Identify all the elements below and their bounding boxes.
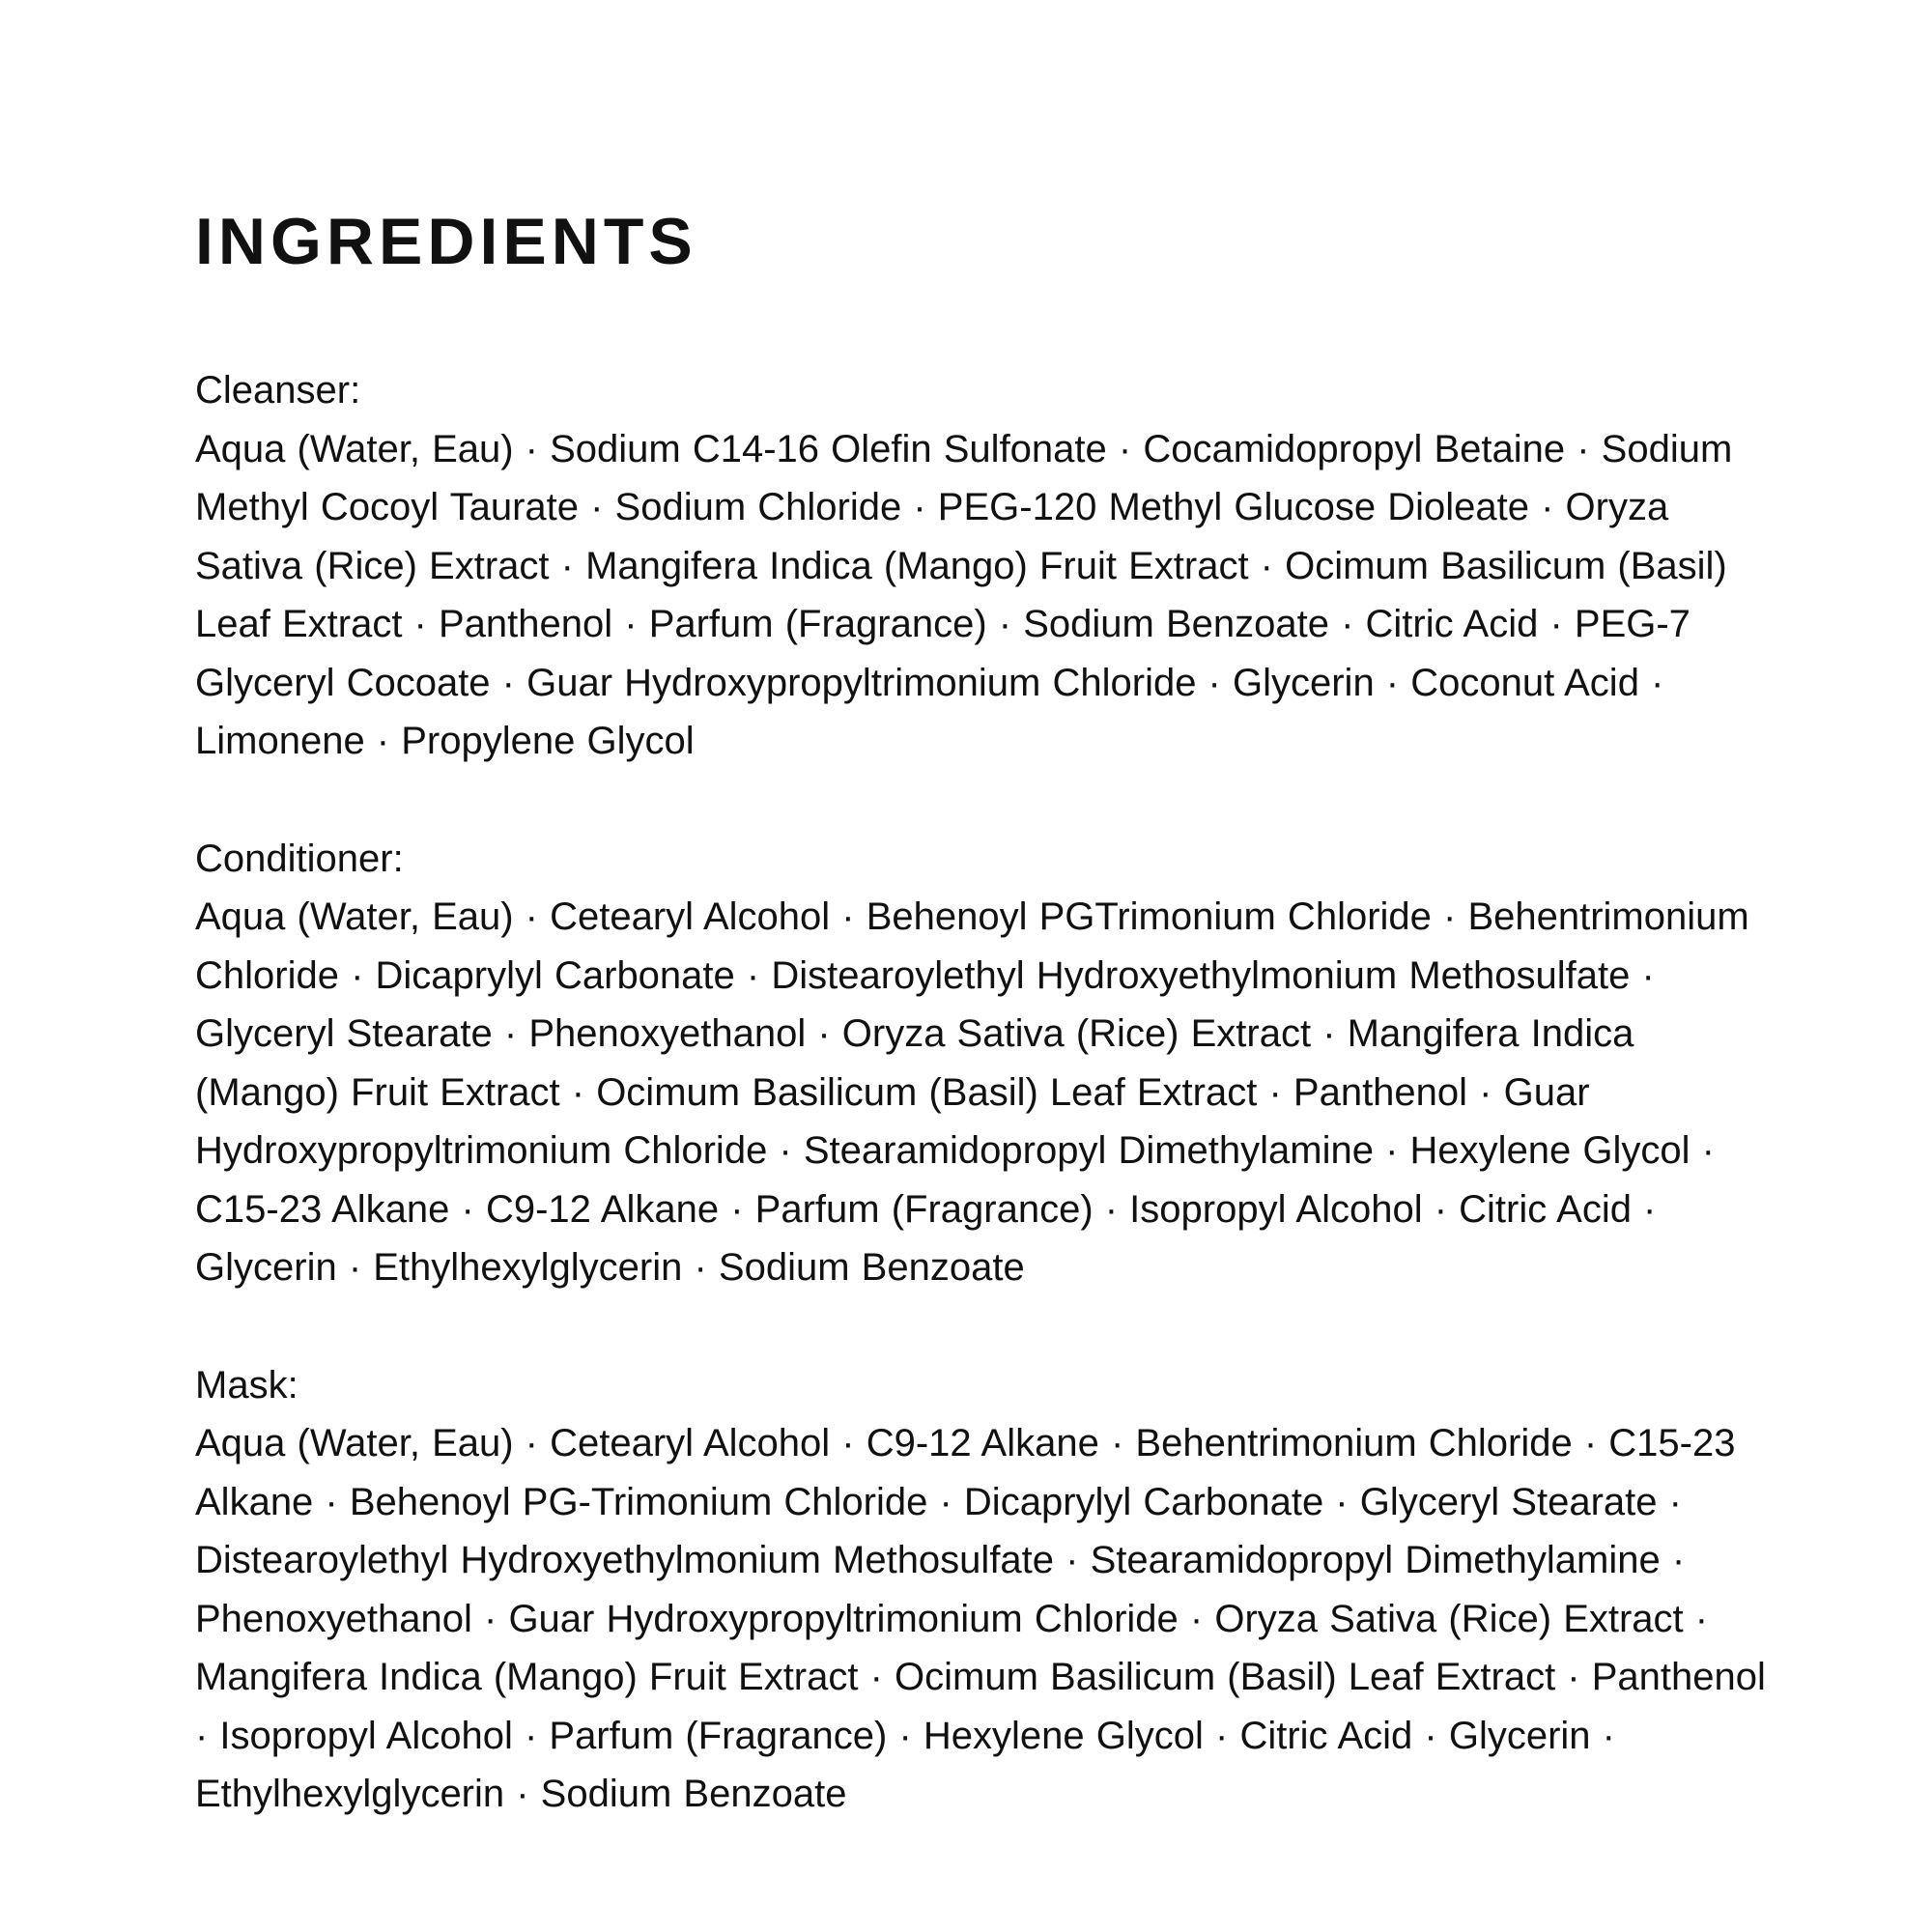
- mask-section: [195, 1356, 1770, 1824]
- page-title: INGREDIENTS: [195, 205, 697, 278]
- cleanser-section: [195, 361, 1770, 771]
- ingredients-page: [195, 203, 1770, 1883]
- conditioner-label: Conditioner:: [195, 837, 404, 880]
- conditioner-ingredients: Aqua (Water, Eau) · Cetearyl Alcohol · Behenoyl PGTrimonium Chloride · Behentrimonium Chloride · Dicaprylyl Carbonate · Distearoylethyl Hydroxyethylmonium Methosulfate · Glyceryl Stearate · Phenoxyethanol · Oryza Sativa (Rice) Extract · Mangifera Indica (Mango) Fruit Extract · Ocimum Basilicum (Basil) Leaf Extract · Panthenol · Guar Hydroxypropyltrimonium Chloride · Stearamidopropyl Dimethylamine · Hexylene Glycol · C15-23 Alkane · C9-12 Alkane · Parfum (Fragrance) · Isopropyl Alcohol · Citric Acid · Glycerin · Ethylhexylglycerin · Sodium Benzoate: [195, 895, 1749, 1289]
- mask-label: Mask:: [195, 1363, 298, 1406]
- conditioner-section: [195, 830, 1770, 1297]
- ingredient-sections: [195, 361, 1770, 1824]
- mask-ingredients: Aqua (Water, Eau) · Cetearyl Alcohol · C9-12 Alkane · Behentrimonium Chloride · C15-23 Alkane · Behenoyl PG-Trimonium Chloride · Dicaprylyl Carbonate · Glyceryl Stearate · Distearoylethyl Hydroxyethylmonium Methosulfate · Stearamidopropyl Dimethylamine · Phenoxyethanol · Guar Hydroxypropyltrimonium Chloride · Oryza Sativa (Rice) Extract · Mangifera Indica (Mango) Fruit Extract · Ocimum Basilicum (Basil) Leaf Extract · Panthenol · Isopropyl Alcohol · Parfum (Fragrance) · Hexylene Glycol · Citric Acid · Glycerin · Ethylhexylglycerin · Sodium Benzoate: [195, 1422, 1766, 1815]
- cleanser-ingredients: Aqua (Water, Eau) · Sodium C14-16 Olefin Sulfonate · Cocamidopropyl Betaine · Sodium Methyl Cocoyl Taurate · Sodium Chloride · PEG-120 Methyl Glucose Dioleate · Oryza Sativa (Rice) Extract · Mangifera Indica (Mango) Fruit Extract · Ocimum Basilicum (Basil) Leaf Extract · Panthenol · Parfum (Fragrance) · Sodium Benzoate · Citric Acid · PEG-7 Glyceryl Cocoate · Guar Hydroxypropyltrimonium Chloride · Glycerin · Coconut Acid · Limonene · Propylene Glycol: [195, 427, 1733, 762]
- cleanser-label: Cleanser:: [195, 369, 361, 412]
